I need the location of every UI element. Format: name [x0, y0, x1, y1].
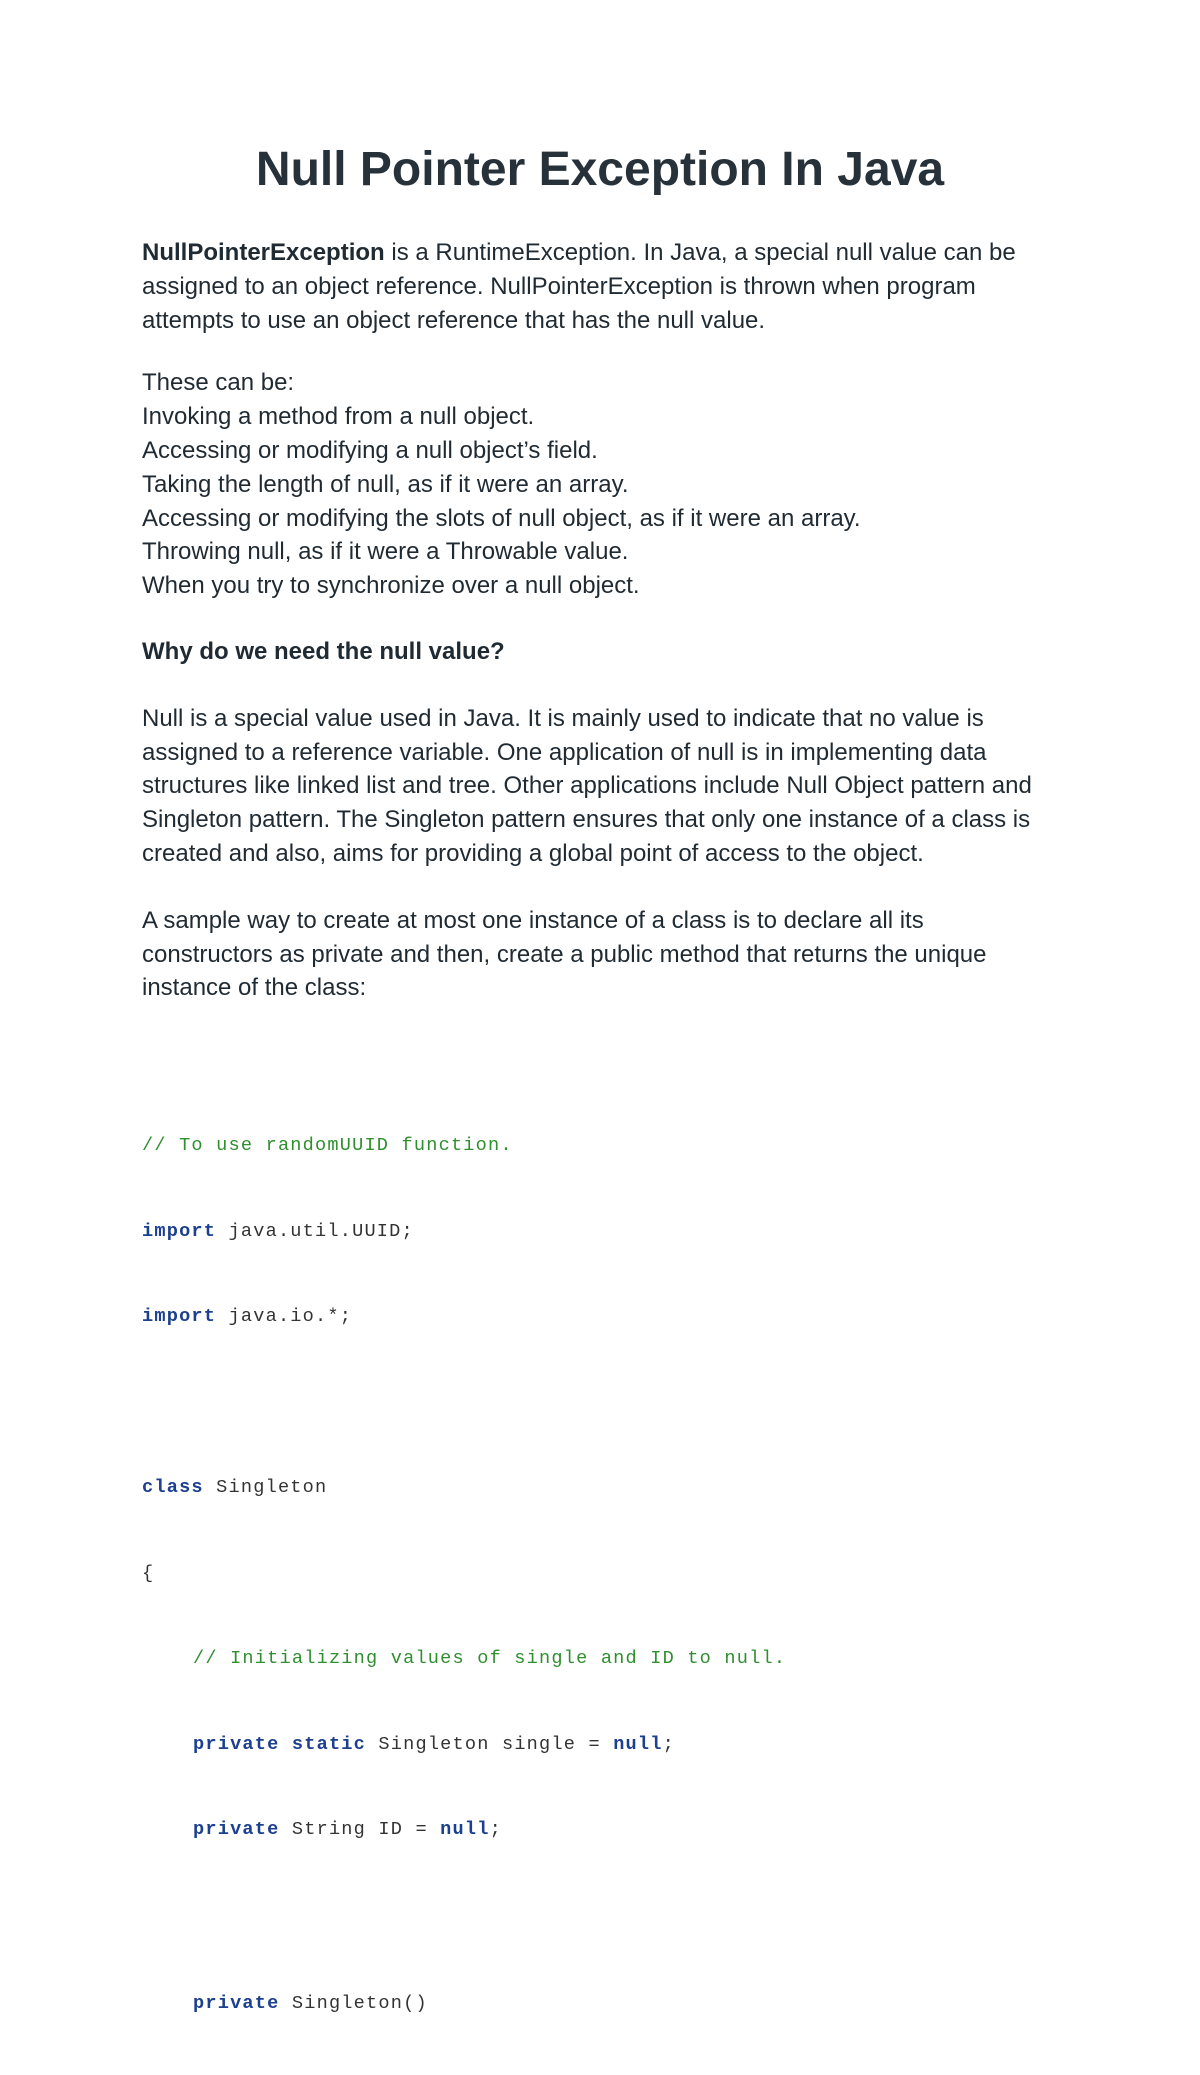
cases-list	[142, 400, 1058, 603]
sample-paragraph: A sample way to create at most one instance of a class is to declare all its constructors as private and then, create a public method that returns the unique instance of the class:	[142, 906, 987, 1002]
code-line	[142, 1560, 1058, 1589]
code-line	[142, 1816, 1058, 1845]
code-line	[142, 1218, 1058, 1247]
list-item: Accessing or modifying a null object’s field.	[142, 436, 598, 464]
code-line	[142, 1303, 1058, 1332]
code-text: Singleton single =	[366, 1733, 614, 1755]
code-line	[142, 1474, 1058, 1503]
list-item: When you try to synchronize over a null object.	[142, 572, 640, 600]
code-keyword: private	[193, 1733, 280, 1755]
code-keyword: import	[142, 1220, 217, 1242]
code-blank-line	[142, 1902, 1058, 1933]
intro-term: NullPointerException	[142, 239, 385, 266]
page-title: Null Pointer Exception In Java	[255, 143, 945, 196]
code-keyword: private	[193, 1992, 280, 2014]
list-intro: These can be:	[142, 369, 295, 397]
code-line	[142, 1731, 1058, 1760]
code-keyword: static	[291, 1733, 367, 1755]
code-text: Singleton	[203, 1477, 328, 1498]
code-block	[142, 1075, 1058, 2075]
list-item: Taking the length of null, as if it were an array.	[142, 470, 629, 498]
code-comment: // Initializing values of single and ID to null.	[193, 1648, 787, 1669]
section-heading-why: Why do we need the null value?	[142, 637, 505, 665]
document-body	[142, 236, 1058, 1005]
code-text: {	[142, 1562, 155, 1584]
code-blank-line	[142, 1389, 1058, 1418]
intro-text: is a RuntimeException. In Java, a special null value can be assigned to an object reference. NullPointerException is thrown when program attempts to use an object reference that has the null value.	[142, 239, 1016, 334]
code-comment: // To use randomUUID function.	[142, 1135, 513, 1156]
code-line	[142, 1132, 1058, 1161]
list-item: Invoking a method from a null object.	[142, 403, 535, 431]
code-text: java.io.*;	[216, 1306, 353, 1327]
code-keyword: class	[142, 1477, 204, 1498]
code-keyword: import	[142, 1306, 217, 1327]
code-text: String ID =	[279, 1819, 441, 1840]
code-keyword: private	[193, 1819, 280, 1840]
code-keyword: null	[613, 1733, 663, 1755]
null-paragraph: Null is a special value used in Java. It is mainly used to indicate that no value is assigned to a reference variable. One application of null is in implementing data structures like linked list and tree. Other applications include Null Object pattern and Singleton pattern. The Singleton pattern ensures that only one instance of a class is created and also, aims for providing a global point of access to the object.	[142, 704, 1032, 867]
code-text: java.util.UUID;	[216, 1220, 414, 1242]
list-item: Throwing null, as if it were a Throwable value.	[142, 538, 629, 566]
code-text: ;	[489, 1819, 502, 1840]
code-text: ;	[662, 1733, 675, 1755]
list-item: Accessing or modifying the slots of null object, as if it were an array.	[142, 504, 861, 532]
code-text: Singleton()	[279, 1992, 428, 2014]
intro-paragraph	[142, 236, 1058, 337]
code-line	[142, 1990, 1058, 2019]
code-keyword: null	[440, 1819, 490, 1840]
code-line	[142, 1645, 1058, 1674]
